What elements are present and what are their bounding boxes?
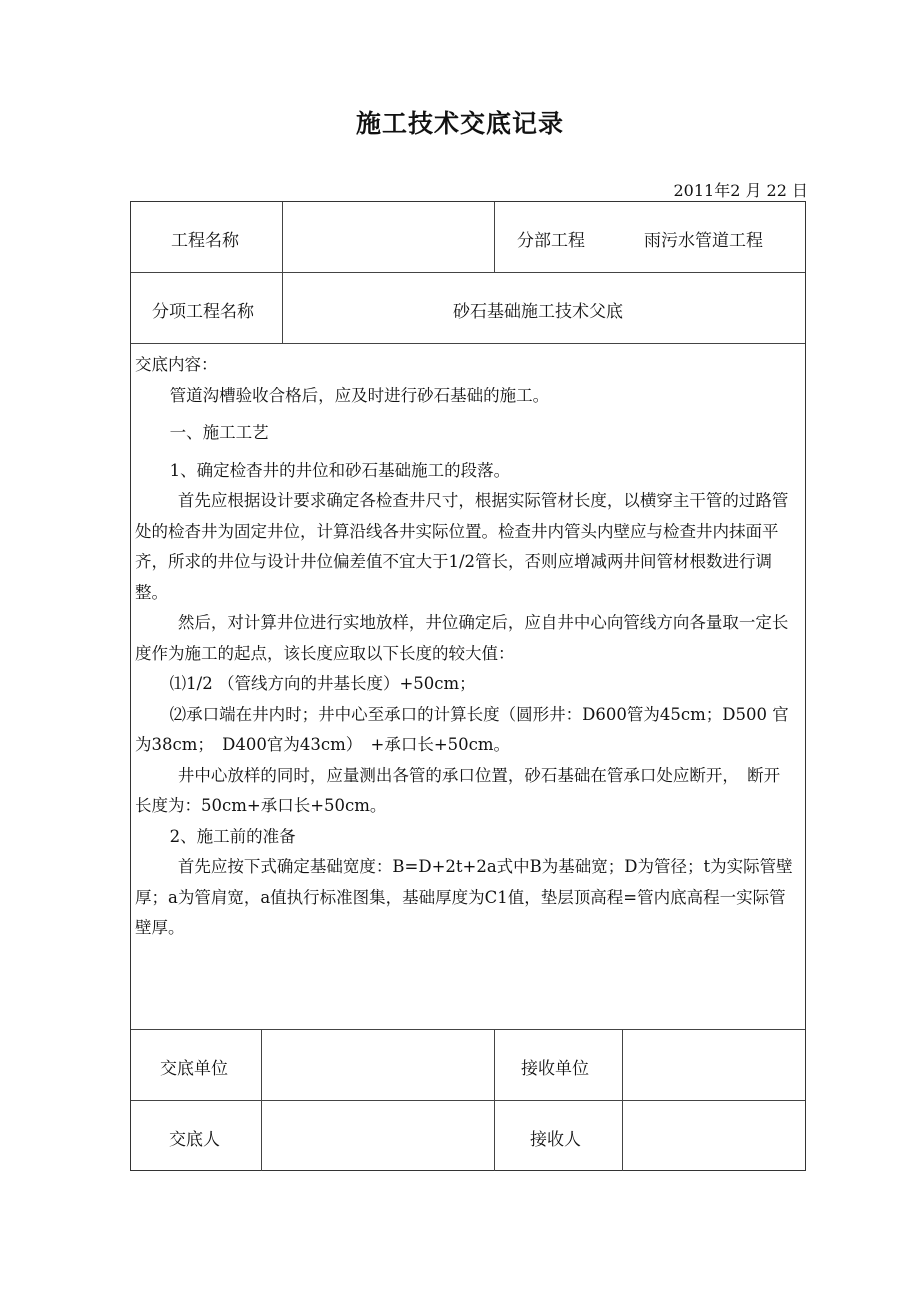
content-paragraph: 首先应根据设计要求确定各检查井尺寸，根据实际管材长度，以横穿主干管的过路管处的检杳井为固定井位，计算沿线各井实际位置。检查井内管头内壁应与检查井内抹面平齐，所求的井位与设计井位偏差值不宜大于1/2管长，否则应增减两井间管材根数进行调整。: [135, 491, 789, 602]
list-item: ⑵承口端在井内时；井中心至承口的计算长度（圆形井：D600管为45cm；D500 官为38cm； D400官为43cm） +承口长+50cm。: [135, 704, 789, 754]
row-divider: [131, 1100, 805, 1101]
subsection-heading: 1、确定检杳井的井位和砂石基础施工的段落。: [169, 460, 511, 480]
content-paragraph: 然后，对计算井位进行实地放样，井位确定后，应自井中心向管线方向各量取一定长度作为施工的起点，该长度应取以下长度的较大值：: [135, 613, 789, 663]
from-person-label: 交底人: [169, 1130, 220, 1150]
content-paragraph: 管道沟槽验收合格后，应及时进行砂石基础的施工。: [169, 385, 550, 405]
disclosure-content: [131, 344, 805, 944]
disclosure-form: [130, 201, 806, 1171]
page-title: 施工技术交底记录: [355, 109, 564, 138]
from-unit-label: 交底单位: [160, 1059, 228, 1079]
to-unit-label: 接收单位: [521, 1059, 589, 1079]
subitem-label: 分项工程名称: [152, 302, 254, 322]
to-person-label: 接收人: [530, 1130, 581, 1150]
column-divider: [494, 202, 495, 272]
division-label: 分部工程: [517, 231, 585, 251]
list-item: ⑴1/2 （管线方向的井基长度）+50cm；: [169, 674, 476, 693]
section-heading: 一、施工工艺: [169, 423, 269, 442]
document-date: 2011年2 月 22 日: [673, 181, 808, 200]
division-value: 雨污水管道工程: [644, 231, 763, 251]
content-heading: 交底内容：: [135, 355, 218, 374]
content-paragraph: 首先应按下式确定基础宽度：B=D+2t+2a式中B为基础宽；D为管径；t为实际管壁厚；a为管肩宽，a值执行标准图集，基础厚度为C1值，垫层顶高程=管内底高程一实际管壁厚。: [135, 857, 793, 937]
column-divider: [494, 1029, 495, 1171]
row-divider: [131, 1029, 805, 1030]
column-divider: [282, 272, 283, 343]
row-divider: [131, 272, 805, 273]
subsection-heading: 2、施工前的准备: [169, 826, 296, 846]
column-divider: [261, 1029, 262, 1171]
project-name-label: 工程名称: [171, 231, 239, 251]
column-divider: [282, 202, 283, 272]
content-paragraph: 井中心放样的同时，应量测出各管的承口位置，砂石基础在管承口处应断开， 断开长度为：50cm+承口长+50cm。: [135, 765, 781, 815]
column-divider: [622, 1029, 623, 1171]
subitem-value: 砂石基础施工技术父底: [453, 302, 623, 322]
